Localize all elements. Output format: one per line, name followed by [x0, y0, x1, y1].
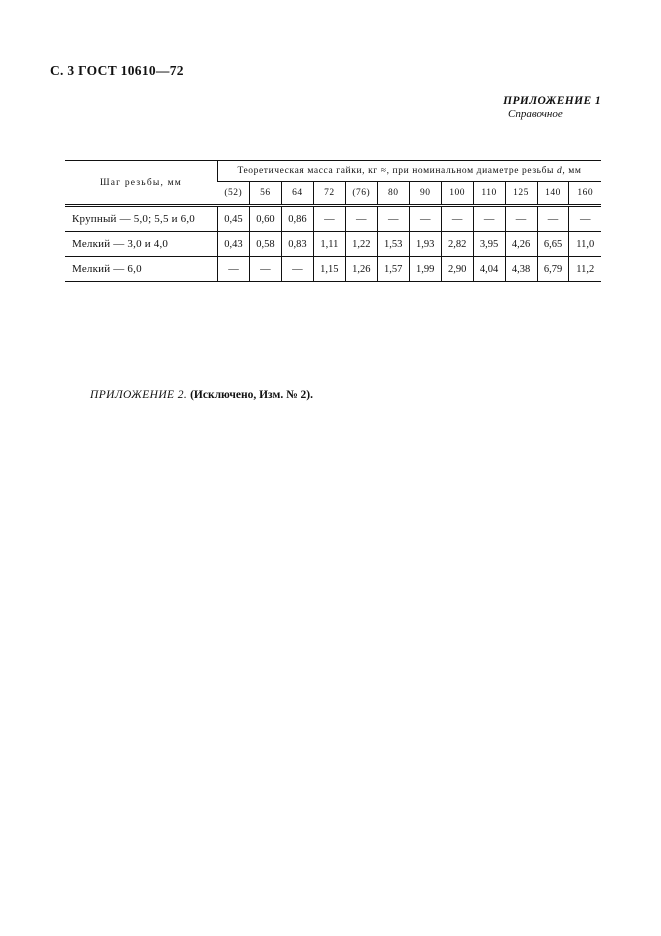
table-cell: 1,26: [345, 257, 377, 282]
diameter-header: (76): [345, 182, 377, 206]
mass-table-body: [65, 206, 601, 282]
table-cell: —: [281, 257, 313, 282]
table-cell: 6,79: [537, 257, 569, 282]
appendix-2-note: (Исключено, Изм. № 2).: [190, 389, 313, 401]
table-cell: 1,99: [409, 257, 441, 282]
appendix-1-block: [460, 95, 601, 120]
column-header-theoretical-mass: [218, 161, 602, 182]
table-cell: —: [537, 206, 569, 232]
diameter-header: 80: [377, 182, 409, 206]
diameter-header: 125: [505, 182, 537, 206]
table-cell: 1,53: [377, 232, 409, 257]
diameter-header: 64: [281, 182, 313, 206]
table-cell: —: [409, 206, 441, 232]
span-header-suffix: , мм: [562, 166, 582, 176]
table-cell: 2,90: [441, 257, 473, 282]
table-cell: —: [249, 257, 281, 282]
table-cell: 11,0: [569, 232, 601, 257]
diameter-header: (52): [224, 188, 243, 198]
table-cell: 1,93: [409, 232, 441, 257]
table-cell: —: [473, 206, 505, 232]
table-cell: —: [377, 206, 409, 232]
table-cell: —: [218, 257, 250, 282]
table-cell: —: [505, 206, 537, 232]
table-cell: 0,83: [281, 232, 313, 257]
mass-table: [65, 160, 601, 282]
table-row: [65, 206, 601, 232]
table-cell: 0,58: [249, 232, 281, 257]
row-label: Мелкий — 6,0: [65, 257, 218, 282]
diameter-header: 160: [569, 182, 601, 206]
table-cell: 0,43: [218, 232, 250, 257]
page-header: С. 3 ГОСТ 10610—72: [50, 63, 184, 78]
table-cell: 4,04: [473, 257, 505, 282]
diameter-header: 140: [537, 182, 569, 206]
appendix-1-title: ПРИЛОЖЕНИЕ 1: [503, 95, 601, 107]
table-cell: 4,38: [505, 257, 537, 282]
table-header-row-1: [65, 161, 601, 182]
mass-table-head: [65, 161, 601, 206]
span-header-d-symbol: d: [557, 166, 563, 176]
table-cell: 6,65: [537, 232, 569, 257]
table-row: [65, 232, 601, 257]
appendix-1-subtitle: Справочное: [508, 108, 563, 120]
appendix-2-line: [90, 389, 313, 401]
row-label: Крупный — 5,0; 5,5 и 6,0: [72, 213, 195, 225]
table-cell: 2,82: [441, 232, 473, 257]
diameter-header: 56: [249, 182, 281, 206]
table-cell: —: [313, 206, 345, 232]
table-row: [65, 257, 601, 282]
diameter-header: 90: [409, 182, 441, 206]
table-cell: 0,86: [281, 206, 313, 232]
table-cell: 4,26: [505, 232, 537, 257]
row-label: Мелкий — 3,0 и 4,0: [65, 232, 218, 257]
table-cell: —: [441, 206, 473, 232]
table-cell: 0,45: [218, 206, 250, 232]
span-header-prefix: Теоретическая масса гайки, кг ≈, при номинальном диаметре резьбы: [237, 166, 557, 176]
diameter-header: 110: [473, 182, 505, 206]
table-cell: 1,22: [345, 232, 377, 257]
table-cell: —: [569, 206, 601, 232]
column-header-thread-pitch: Шаг резьбы, мм: [99, 177, 183, 188]
table-cell: 0,60: [249, 206, 281, 232]
diameter-header: 100: [441, 182, 473, 206]
table-cell: 11,2: [569, 257, 601, 282]
table-cell: 3,95: [473, 232, 505, 257]
appendix-2-title: ПРИЛОЖЕНИЕ 2.: [90, 389, 188, 401]
table-cell: 1,15: [313, 257, 345, 282]
table-cell: 1,57: [377, 257, 409, 282]
diameter-header: 72: [313, 182, 345, 206]
table-cell: 1,11: [313, 232, 345, 257]
table-cell: —: [345, 206, 377, 232]
